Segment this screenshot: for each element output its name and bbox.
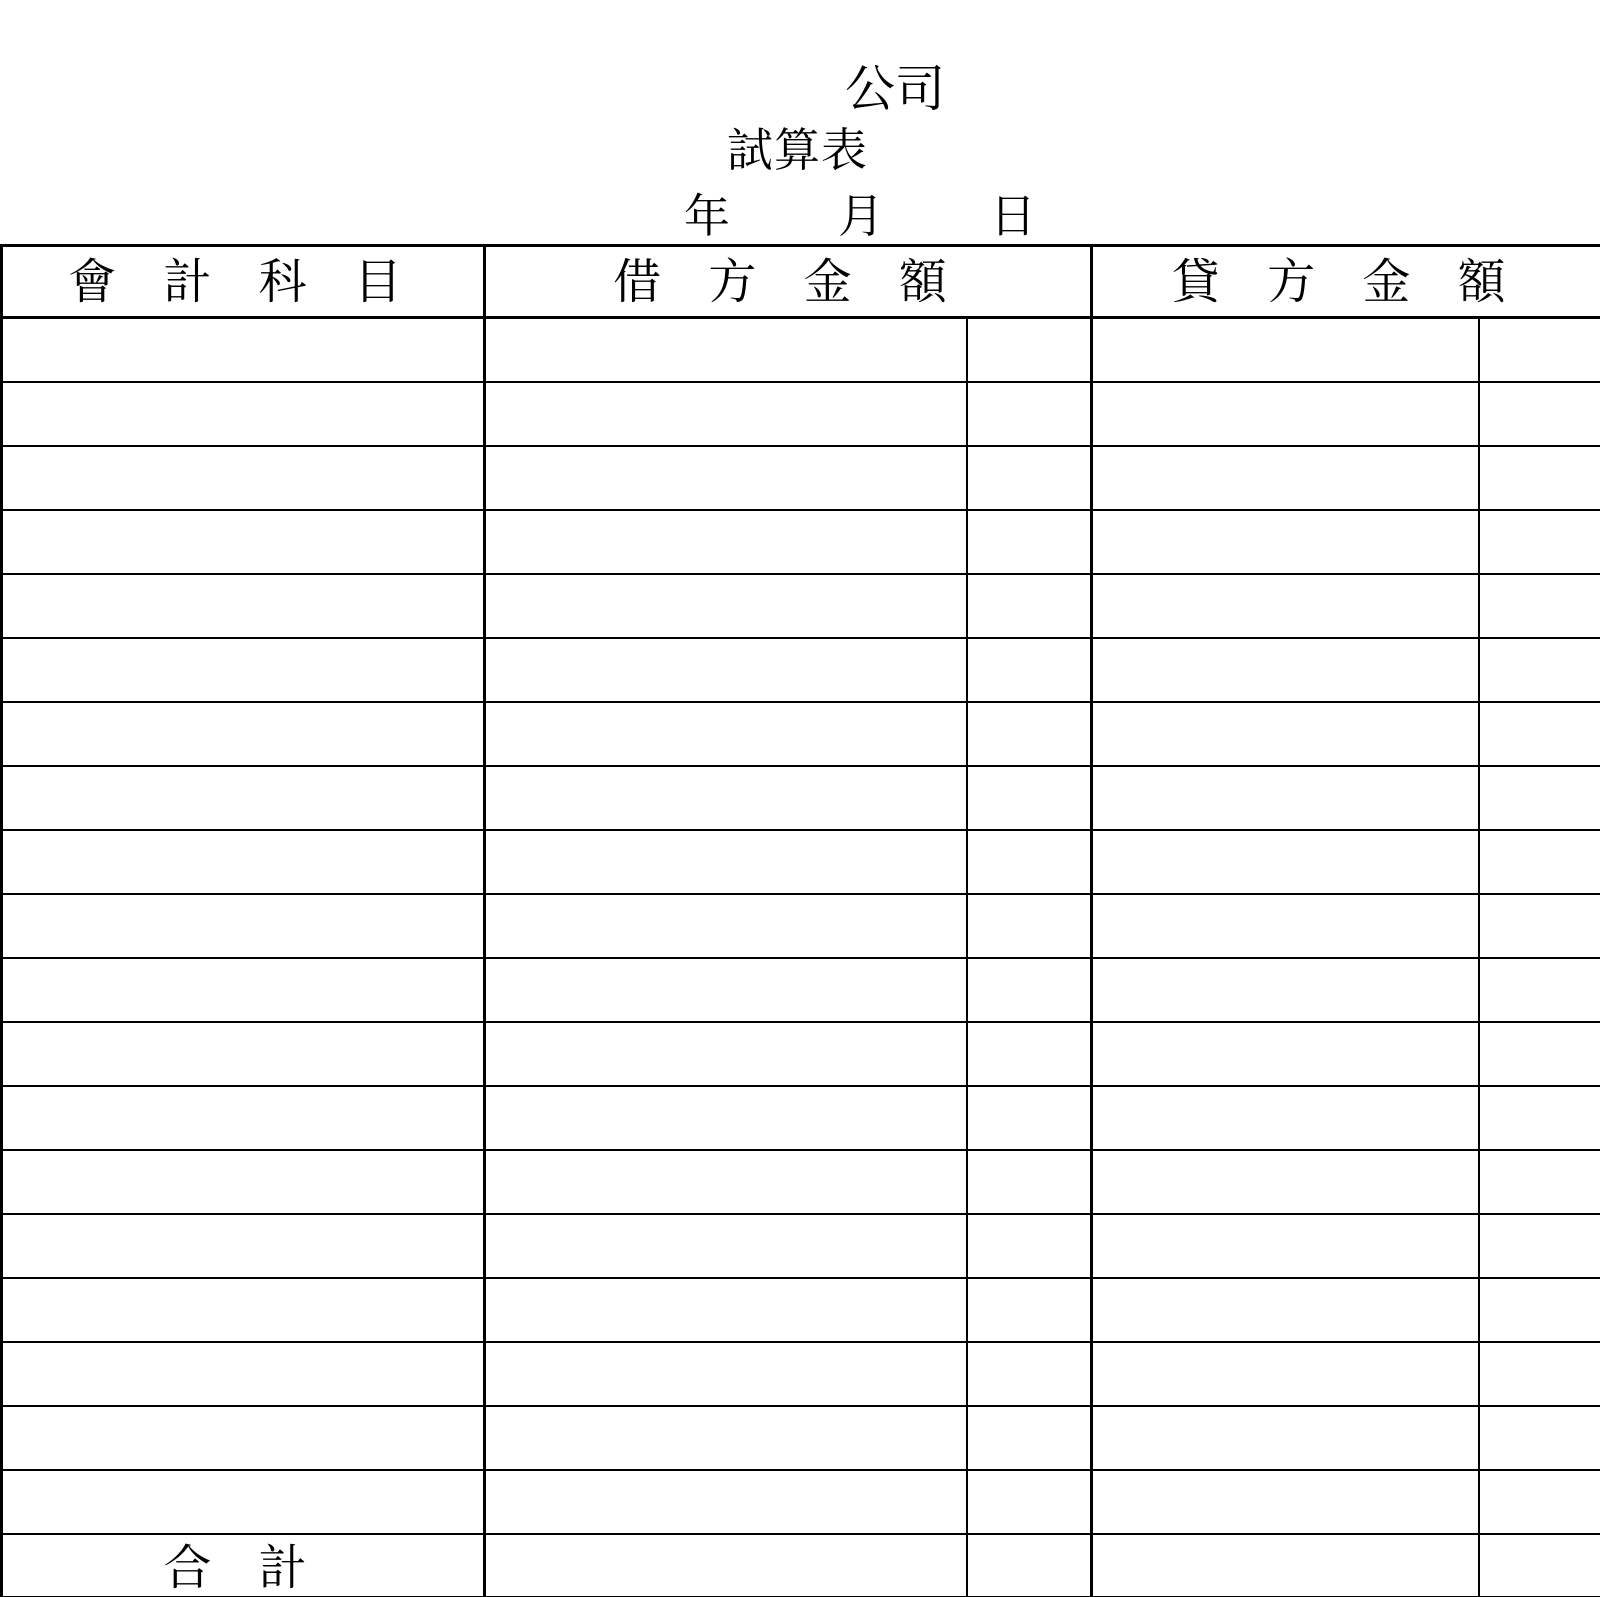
- table-row: [2, 446, 1600, 510]
- credit-blank-cell[interactable]: [1479, 510, 1600, 574]
- date-day-label: 日: [990, 189, 1036, 243]
- table-row: [2, 1086, 1600, 1150]
- debit-amount-cell[interactable]: [485, 382, 967, 446]
- date-year-label: 年: [684, 189, 730, 243]
- account-cell[interactable]: [2, 1406, 485, 1470]
- debit-amount-cell[interactable]: [485, 1086, 967, 1150]
- debit-blank-cell[interactable]: [967, 1342, 1092, 1406]
- account-cell[interactable]: [2, 958, 485, 1022]
- account-cell[interactable]: [2, 1342, 485, 1406]
- debit-blank-cell[interactable]: [967, 766, 1092, 830]
- total-label: 合 計: [2, 1534, 485, 1597]
- account-cell[interactable]: [2, 318, 485, 382]
- account-cell[interactable]: [2, 894, 485, 958]
- debit-amount-cell[interactable]: [485, 1470, 967, 1534]
- table-row: [2, 1278, 1600, 1342]
- debit-blank-cell[interactable]: [967, 1278, 1092, 1342]
- table-row: [2, 1022, 1600, 1086]
- form-title: 試算表: [727, 123, 868, 177]
- debit-amount-cell[interactable]: [485, 702, 967, 766]
- debit-blank-cell[interactable]: [967, 1086, 1092, 1150]
- company-name-line: 公司: [845, 60, 945, 118]
- account-cell[interactable]: [2, 1022, 485, 1086]
- debit-blank-cell[interactable]: [967, 1406, 1092, 1470]
- credit-amount-cell[interactable]: [1092, 766, 1479, 830]
- account-cell[interactable]: [2, 1214, 485, 1278]
- debit-blank-cell[interactable]: [967, 574, 1092, 638]
- total-row: [2, 1534, 1600, 1597]
- debit-amount-cell[interactable]: [485, 510, 967, 574]
- credit-blank-cell[interactable]: [1479, 1470, 1600, 1534]
- total-credit-amount-cell[interactable]: [1092, 1534, 1479, 1597]
- credit-blank-cell[interactable]: [1479, 958, 1600, 1022]
- debit-blank-cell[interactable]: [967, 382, 1092, 446]
- credit-blank-cell[interactable]: [1479, 1214, 1600, 1278]
- table-row: [2, 830, 1600, 894]
- table-body: [2, 318, 1600, 1534]
- header-account-title: 會 計 科 目: [2, 246, 485, 318]
- table-row: [2, 894, 1600, 958]
- debit-blank-cell[interactable]: [967, 318, 1092, 382]
- debit-blank-cell[interactable]: [967, 1150, 1092, 1214]
- credit-amount-cell[interactable]: [1092, 894, 1479, 958]
- table-row: [2, 382, 1600, 446]
- account-cell[interactable]: [2, 830, 485, 894]
- credit-blank-cell[interactable]: [1479, 574, 1600, 638]
- credit-amount-cell[interactable]: [1092, 830, 1479, 894]
- table-row: [2, 958, 1600, 1022]
- debit-amount-cell[interactable]: [485, 1214, 967, 1278]
- debit-amount-cell[interactable]: [485, 830, 967, 894]
- header-debit-amount: 借 方 金 額: [485, 246, 1092, 318]
- credit-amount-cell[interactable]: [1092, 1342, 1479, 1406]
- credit-amount-cell[interactable]: [1092, 446, 1479, 510]
- total-debit-blank-cell[interactable]: [967, 1534, 1092, 1597]
- total-debit-amount-cell[interactable]: [485, 1534, 967, 1597]
- table-row: [2, 1342, 1600, 1406]
- credit-amount-cell[interactable]: [1092, 958, 1479, 1022]
- credit-amount-cell[interactable]: [1092, 1470, 1479, 1534]
- credit-blank-cell[interactable]: [1479, 830, 1600, 894]
- table-row: [2, 1214, 1600, 1278]
- credit-amount-cell[interactable]: [1092, 574, 1479, 638]
- debit-blank-cell[interactable]: [967, 638, 1092, 702]
- credit-blank-cell[interactable]: [1479, 1342, 1600, 1406]
- credit-blank-cell[interactable]: [1479, 702, 1600, 766]
- credit-amount-cell[interactable]: [1092, 1406, 1479, 1470]
- debit-amount-cell[interactable]: [485, 1278, 967, 1342]
- debit-amount-cell[interactable]: [485, 766, 967, 830]
- table-row: [2, 766, 1600, 830]
- credit-amount-cell[interactable]: [1092, 1022, 1479, 1086]
- debit-amount-cell[interactable]: [485, 574, 967, 638]
- table-row: [2, 638, 1600, 702]
- header-row: [2, 246, 1600, 318]
- debit-amount-cell[interactable]: [485, 1022, 967, 1086]
- credit-amount-cell[interactable]: [1092, 1150, 1479, 1214]
- credit-blank-cell[interactable]: [1479, 446, 1600, 510]
- table-footer: [2, 1534, 1600, 1597]
- debit-amount-cell[interactable]: [485, 1406, 967, 1470]
- credit-amount-cell[interactable]: [1092, 382, 1479, 446]
- credit-blank-cell[interactable]: [1479, 1406, 1600, 1470]
- credit-amount-cell[interactable]: [1092, 1278, 1479, 1342]
- credit-amount-cell[interactable]: [1092, 1086, 1479, 1150]
- debit-blank-cell[interactable]: [967, 1470, 1092, 1534]
- debit-blank-cell[interactable]: [967, 1214, 1092, 1278]
- debit-blank-cell[interactable]: [967, 446, 1092, 510]
- account-cell[interactable]: [2, 1150, 485, 1214]
- credit-blank-cell[interactable]: [1479, 894, 1600, 958]
- debit-blank-cell[interactable]: [967, 510, 1092, 574]
- account-cell[interactable]: [2, 1278, 485, 1342]
- header-credit-amount: 貸 方 金 額: [1092, 246, 1600, 318]
- table-row: [2, 510, 1600, 574]
- debit-amount-cell[interactable]: [485, 638, 967, 702]
- credit-blank-cell[interactable]: [1479, 638, 1600, 702]
- table-row: [2, 1470, 1600, 1534]
- account-cell[interactable]: [2, 382, 485, 446]
- debit-amount-cell[interactable]: [485, 958, 967, 1022]
- debit-amount-cell[interactable]: [485, 1342, 967, 1406]
- credit-blank-cell[interactable]: [1479, 1278, 1600, 1342]
- table-row: [2, 574, 1600, 638]
- credit-blank-cell[interactable]: [1479, 1086, 1600, 1150]
- account-cell[interactable]: [2, 1086, 485, 1150]
- account-cell[interactable]: [2, 766, 485, 830]
- credit-amount-cell[interactable]: [1092, 510, 1479, 574]
- debit-amount-cell[interactable]: [485, 1150, 967, 1214]
- account-cell[interactable]: [2, 574, 485, 638]
- credit-blank-cell[interactable]: [1479, 766, 1600, 830]
- debit-blank-cell[interactable]: [967, 894, 1092, 958]
- credit-amount-cell[interactable]: [1092, 702, 1479, 766]
- credit-amount-cell[interactable]: [1092, 318, 1479, 382]
- debit-amount-cell[interactable]: [485, 446, 967, 510]
- date-month-label: 月: [838, 189, 884, 243]
- debit-blank-cell[interactable]: [967, 702, 1092, 766]
- account-cell[interactable]: [2, 702, 485, 766]
- total-credit-blank-cell[interactable]: [1479, 1534, 1600, 1597]
- table-header: [2, 246, 1600, 318]
- trial-balance-table: [0, 244, 1600, 1597]
- credit-blank-cell[interactable]: [1479, 382, 1600, 446]
- table-row: [2, 1150, 1600, 1214]
- table-row: [2, 1406, 1600, 1470]
- debit-amount-cell[interactable]: [485, 318, 967, 382]
- table-row: [2, 318, 1600, 382]
- credit-blank-cell[interactable]: [1479, 1150, 1600, 1214]
- account-cell[interactable]: [2, 638, 485, 702]
- debit-blank-cell[interactable]: [967, 830, 1092, 894]
- debit-blank-cell[interactable]: [967, 1022, 1092, 1086]
- credit-amount-cell[interactable]: [1092, 638, 1479, 702]
- account-cell[interactable]: [2, 446, 485, 510]
- account-cell[interactable]: [2, 510, 485, 574]
- debit-amount-cell[interactable]: [485, 894, 967, 958]
- account-cell[interactable]: [2, 1470, 485, 1534]
- credit-blank-cell[interactable]: [1479, 318, 1600, 382]
- debit-blank-cell[interactable]: [967, 958, 1092, 1022]
- table-row: [2, 702, 1600, 766]
- credit-blank-cell[interactable]: [1479, 1022, 1600, 1086]
- credit-amount-cell[interactable]: [1092, 1214, 1479, 1278]
